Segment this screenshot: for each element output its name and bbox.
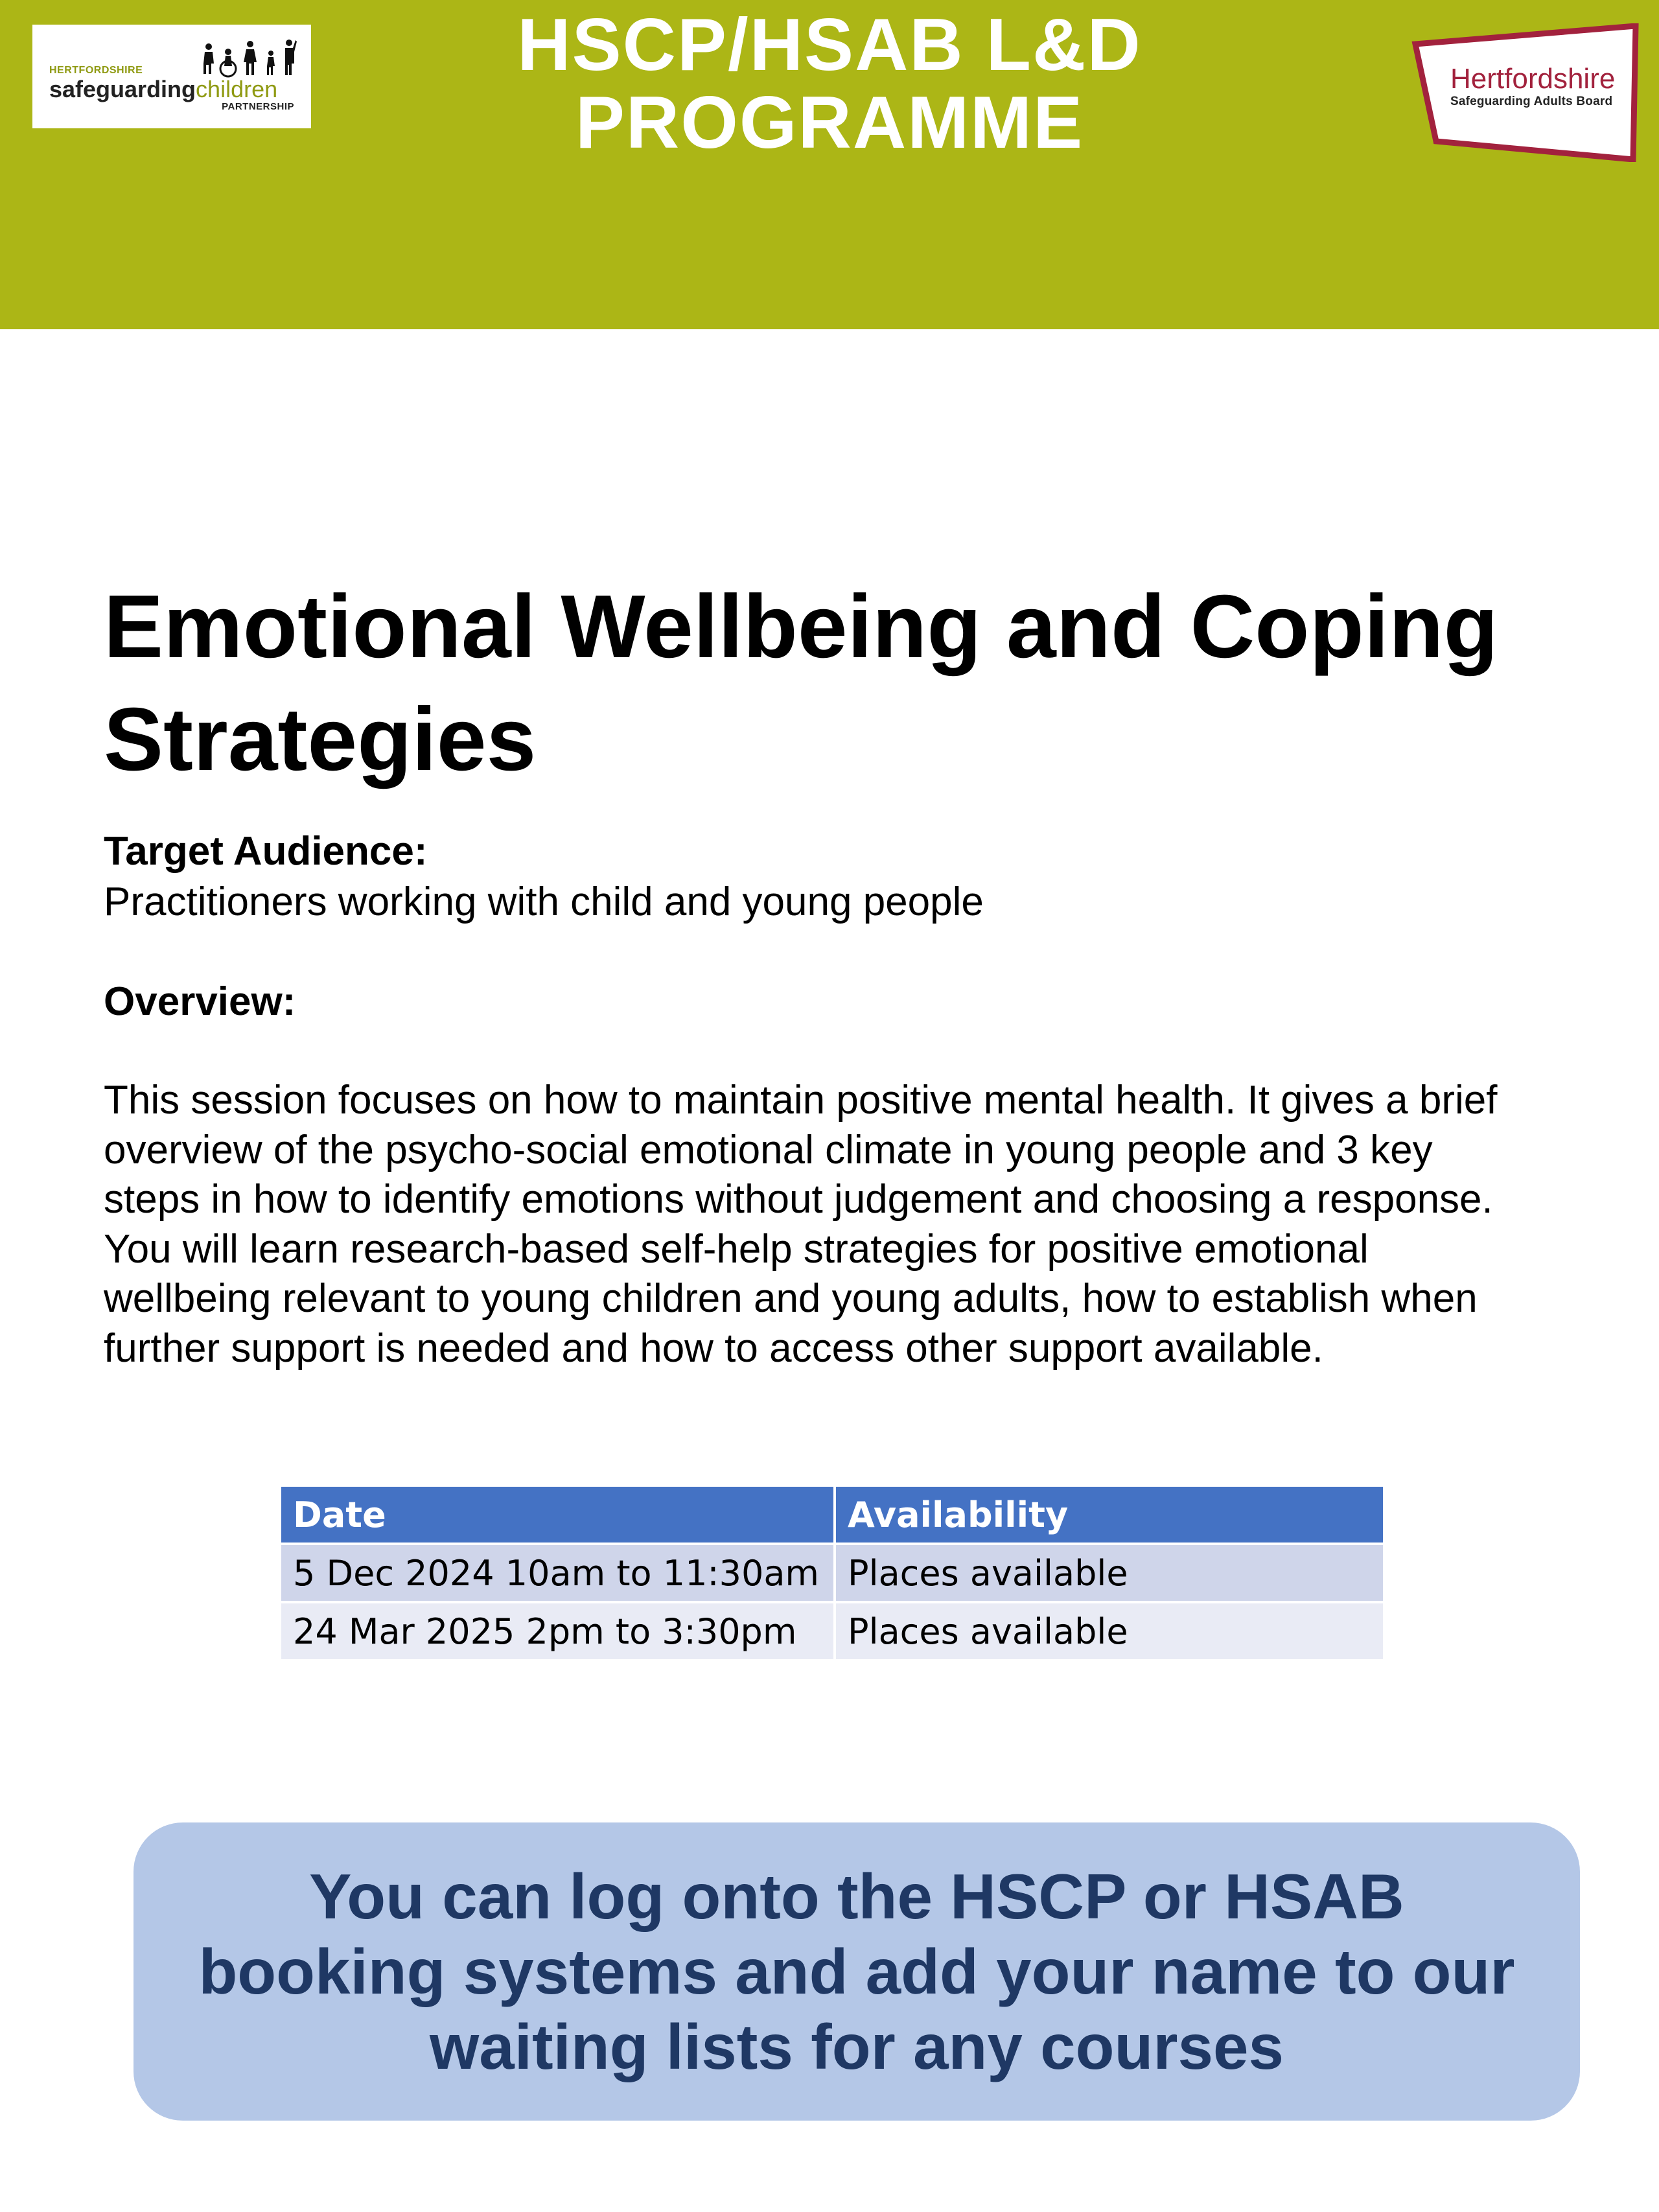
overview-line: steps in how to identify emotions without judgement and choosing a response.: [104, 1177, 1493, 1222]
session-availability: Places available: [836, 1545, 1383, 1601]
overview-text: [104, 1076, 1594, 1373]
overview-line: This session focuses on how to maintain positive mental health. It gives a brief: [104, 1078, 1498, 1123]
sessions-table: [279, 1484, 1386, 1662]
session-date: 24 Mar 2025 2pm to 3:30pm: [281, 1603, 833, 1659]
waiting-list-callout: [133, 1822, 1580, 2121]
hscp-logo-name: [49, 78, 311, 101]
column-header-availability: Availability: [836, 1487, 1383, 1543]
hscp-logo-name-part1: safeguarding: [49, 76, 196, 102]
session-availability: Places available: [836, 1603, 1383, 1659]
overview-line: overview of the psycho-social emotional climate in young people and 3 key: [104, 1127, 1433, 1172]
session-date: 5 Dec 2024 10am to 11:30am: [281, 1545, 833, 1601]
overview-line: wellbeing relevant to young children and young adults, how to establish when: [104, 1276, 1478, 1321]
audience-text: Practitioners working with child and young people: [104, 879, 984, 924]
children-figures-icon: [200, 38, 297, 79]
hscp-logo: [32, 25, 311, 128]
table-header-row: [281, 1487, 1383, 1543]
hsab-logo-subtitle: Safeguarding Adults Board: [1450, 95, 1613, 108]
header-banner: [0, 0, 1659, 329]
hscp-logo-suffix: PARTNERSHIP: [222, 101, 294, 112]
column-header-date: Date: [281, 1487, 833, 1543]
overview-line: further support is needed and how to access other support available.: [104, 1325, 1323, 1371]
hscp-logo-county: HERTFORDSHIRE: [49, 65, 143, 76]
table-row: [281, 1603, 1383, 1659]
programme-title: HSCP/HSAB L&D PROGRAMME: [517, 4, 1142, 164]
audience-label: Target Audience:: [104, 829, 428, 874]
callout-text: You can log onto the HSCP or HSAB booking systems and add your name to our waiting lists for any courses: [198, 1861, 1515, 2082]
table-row: [281, 1545, 1383, 1601]
hscp-logo-name-part2: children: [196, 76, 278, 102]
overview-line: You will learn research-based self-help strategies for positive emotional: [104, 1226, 1369, 1272]
overview-label: Overview:: [104, 979, 296, 1024]
hsab-logo-text: [1450, 64, 1632, 109]
course-title: Emotional Wellbeing and Coping Strategies: [104, 577, 1498, 789]
hsab-logo-name: Hertfordshire: [1450, 63, 1616, 95]
